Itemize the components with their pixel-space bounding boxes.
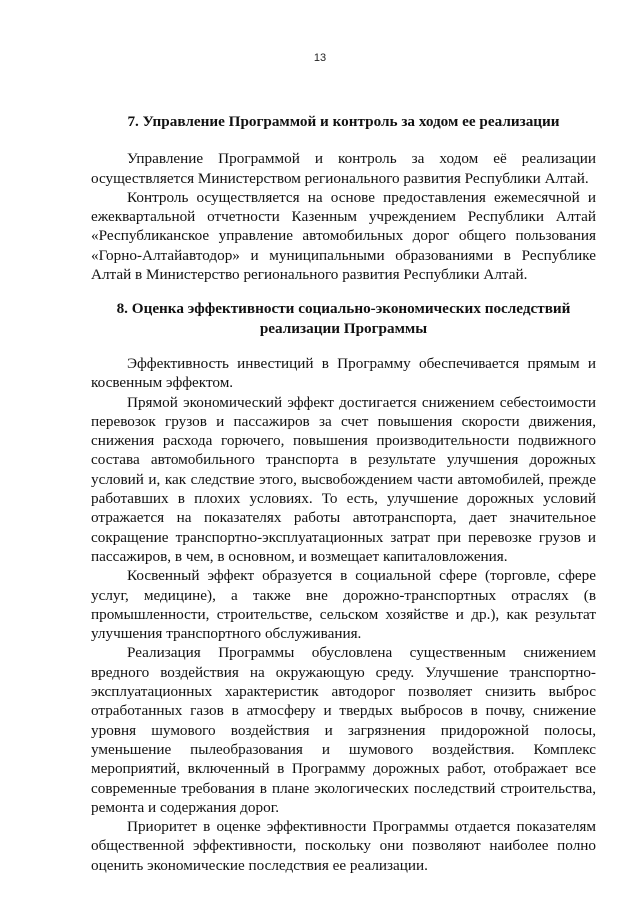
section-7-paragraph-1: Управление Программой и контроль за ходом её реализации осуществляется Министерством регионального развития Республики Алтай. [91,150,596,187]
section-8-paragraph-2: Прямой экономический эффект достигается снижением себестоимости перевозок грузов и пассажиров за счет повышения скорости движения, снижения расхода горючего, повышения производительности подвижного состава автомобильного транспорта в результате улучшения дорожных условий и, как следствие этого, высвобождением части автомобилей, прежде работавших в плохих условиях. То есть, улучшение дорожных условий отражается на показателях работы автотранспорта, дает значительное сокращение транспортно-эксплуатационных затрат при перевозке грузов и пассажиров, в чем, в основном, и возмещает капиталовложения. [91,393,596,565]
page-number: 13 [313,52,327,64]
section-8-paragraph-3: Косвенный эффект образуется в социальной сфере (торговле, сфере услуг, медицине), а также вне дорожно-транспортных отраслях (в промышленности, строительстве, сельском хозяйстве и др.), как результат улучшения транспортного обслуживания. [91,567,596,643]
section-8-paragraph-1: Эффективность инвестиций в Программу обеспечивается прямым и косвенным эффектом. [91,354,596,392]
section-8-paragraph-5: Приоритет в оценке эффективности Программы отдается показателям общественной эффективности, поскольку они позволяют наиболее полно оценить экономические последствия ее реализации. [91,818,596,874]
section-8-title [91,299,596,338]
section-8-paragraph-4: Реализация Программы обусловлена существенным снижением вредного воздействия на окружающую среду. Улучшение транспортно-эксплуатационных характеристик автодорог позволяет снизить выброс отработанных газов в атмосферу и твердых выбросов в почву, снижение уровня шумового воздействия и загрязнения придорожной полосы, уменьшение пылеобразования и шумового воздействия. Комплекс мероприятий, включенный в Программу дорожных работ, отображает все современные требования в плане экологических последствий строительства, ремонта и содержания дорог. [91,644,596,816]
section-8-title-line-1: 8. Оценка эффективности социально-экономических последствий [116,300,571,318]
section-7-title: 7. Управление Программой и контроль за ходом ее реализации [127,113,560,130]
section-8-title-line-2: реализации Программы [259,319,428,337]
document-body [91,112,596,875]
section-7-paragraph-2: Контроль осуществляется на основе предоставления ежемесячной и ежеквартальной отчетности Казенным учреждением Республики Алтай «Республиканское управление автомобильных дорог общего пользования «Горно-Алтайавтодор» и муниципальными образованиями в Республике Алтай в Министерство регионального развития Республики Алтай. [91,188,596,284]
